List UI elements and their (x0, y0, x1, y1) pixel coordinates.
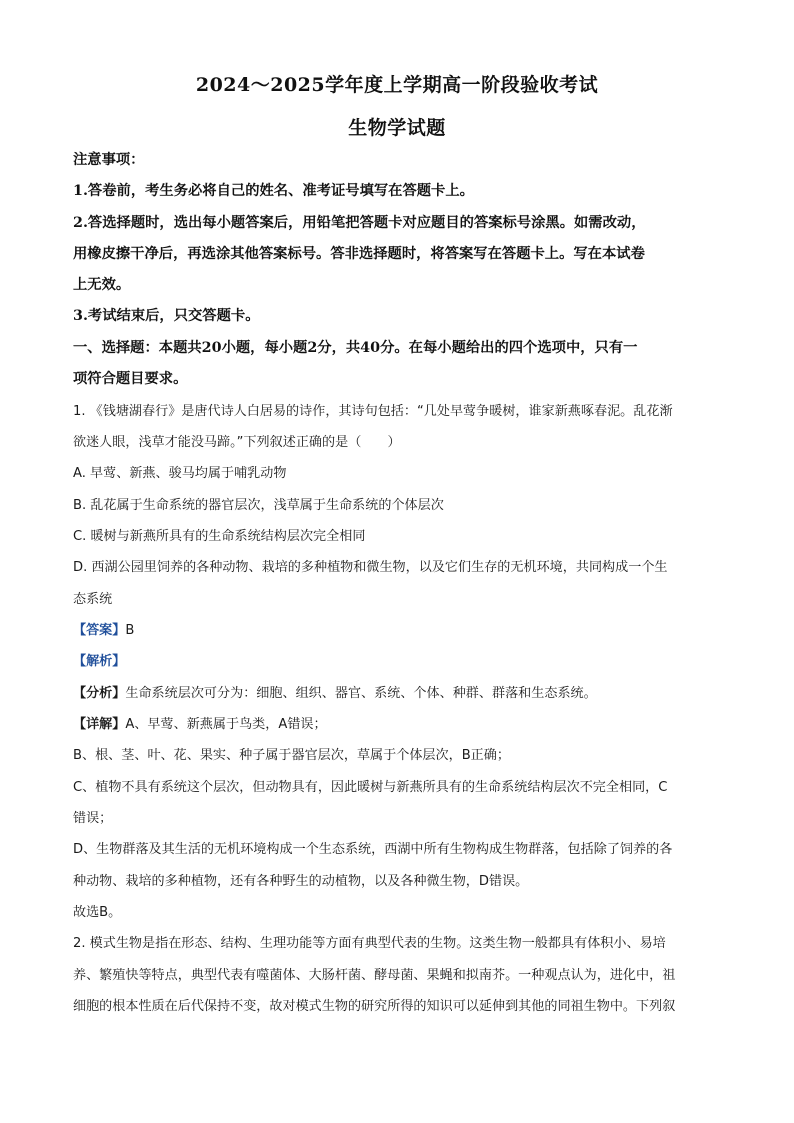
q1-xiangjie-a (73, 713, 327, 732)
notice-item-2-line-1: 2.答选择题时，选出每小题答案后，用铅笔把答题卡对应题目的答案标号涂黑。如需改动， (73, 215, 646, 231)
notice-item-3: 3.考试结束后，只交答题卡。 (73, 308, 260, 324)
notice-item-2-line-3: 上无效。 (73, 277, 131, 293)
fenxi-tag: 【分析】 (73, 686, 126, 701)
q1-xiangjie-d-line-2: 种动物、栽培的多种植物，还有各种野生的动植物，以及各种微生物，D错误。 (73, 874, 529, 889)
q1-option-d-line-2: 态系统 (73, 592, 113, 607)
q1-fenxi (73, 682, 597, 701)
q2-stem-line-1: 2. 模式生物是指在形态、结构、生理功能等方面有典型代表的生物。这类生物一般都具有体积小、易培 (73, 936, 666, 951)
q1-xiangjie-b: B、根、茎、叶、花、果实、种子属于器官层次，草属于个体层次，B正确； (73, 748, 510, 763)
q1-stem-line-2: 欲迷人眼，浅草才能没马蹄。”下列叙述正确的是（ ） (73, 435, 401, 450)
q1-analysis-heading (73, 650, 125, 669)
section-heading-line-1: 一、选择题：本题共20小题，每小题2分，共40分。在每小题给出的四个选项中，只有一 (73, 340, 638, 356)
q2-stem-line-3: 细胞的根本性质在后代保持不变，故对模式生物的研究所得的知识可以延伸到其他的同祖生物中。下列叙 (73, 999, 676, 1014)
q1-answer (73, 619, 134, 638)
q1-xiangjie-d-line-1: D、生物群落及其生活的无机环境构成一个生态系统，西湖中所有生物构成生物群落，包括除了饲养的各 (73, 842, 673, 857)
answer-value: B (125, 623, 135, 638)
q1-option-c: C. 暖树与新燕所具有的生命系统结构层次完全相同 (73, 529, 366, 544)
exam-title: 2024～2025学年度上学期高一阶段验收考试 (195, 74, 599, 96)
xiangjie-tag: 【详解】 (73, 717, 126, 732)
xiangjie-a-text: A、早莺、新燕属于鸟类，A错误； (125, 717, 327, 732)
q1-option-d-line-1: D. 西湖公园里饲养的各种动物、栽培的多种植物和微生物，以及它们生存的无机环境，共同构成一个生 (73, 560, 668, 575)
q1-xiangjie-c-line-2: 错误； (73, 811, 113, 826)
notice-heading: 注意事项： (73, 152, 145, 168)
q1-stem-line-1: 1. 《钱塘湖春行》是唐代诗人白居易的诗作，其诗句包括：“几处早莺争暖树，谁家新燕啄春泥。乱花渐 (73, 404, 673, 419)
fenxi-text: 生命系统层次可分为：细胞、组织、器官、系统、个体、种群、群落和生态系统。 (125, 686, 597, 701)
q1-xiangjie-c-line-1: C、植物不具有系统这个层次，但动物具有，因此暖树与新燕所具有的生命系统结构层次不完全相同，C (73, 780, 668, 795)
notice-item-2-line-2: 用橡皮擦干净后，再选涂其他答案标号。答非选择题时，将答案写在答题卡上。写在本试卷 (73, 246, 645, 262)
q1-option-b: B. 乱花属于生命系统的器官层次，浅草属于生命系统的个体层次 (73, 498, 444, 513)
subject-title: 生物学试题 (348, 117, 446, 139)
answer-tag: 【答案】 (73, 623, 126, 638)
notice-item-1: 1.答卷前，考生务必将自己的姓名、准考证号填写在答题卡上。 (73, 183, 474, 199)
q1-option-a: A. 早莺、新燕、骏马均属于哺乳动物 (73, 466, 287, 481)
section-heading-line-2: 项符合题目要求。 (73, 371, 188, 387)
analysis-tag: 【解析】 (73, 654, 126, 669)
q1-conclusion: 故选B。 (73, 905, 122, 920)
q2-stem-line-2: 养、繁殖快等特点，典型代表有噬菌体、大肠杆菌、酵母菌、果蝇和拟南芥。一种观点认为，进化中，祖 (73, 968, 676, 983)
